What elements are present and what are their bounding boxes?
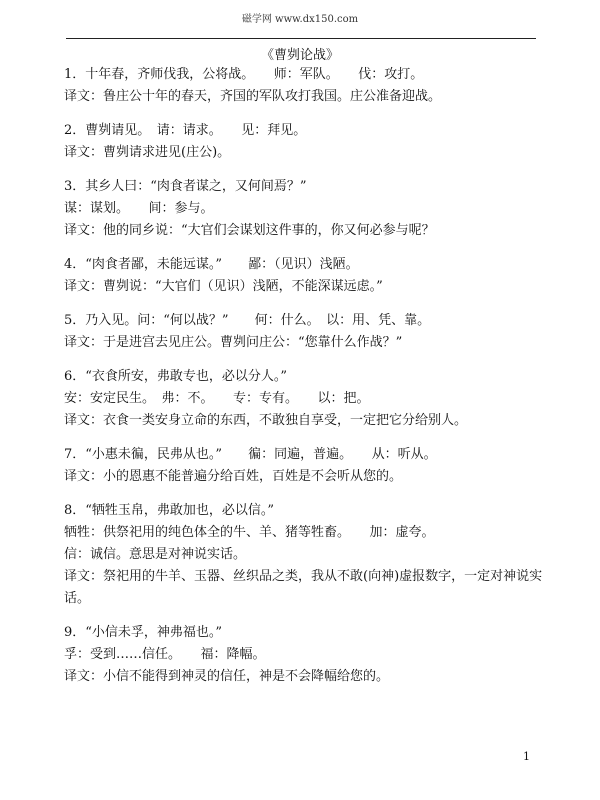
entry-sentence: 5．乃入见。问：“何以战？” 何：什么。 以：用、凭、靠。: [64, 313, 431, 328]
entry-translation: 译文：小的恩惠不能普遍分给百姓，百姓是不会听从您的。: [64, 469, 403, 484]
header-rule: [66, 38, 536, 39]
entry-translation: 译文：曹刿说：“大官们（见识）浅陋，不能深谋远虑。”: [64, 279, 383, 294]
document-title: 《曹刿论战》: [260, 48, 339, 63]
entry-1: [64, 64, 544, 108]
entry-7: [64, 444, 544, 488]
page-number: 1: [523, 750, 530, 763]
entry-glossary: 信：诚信。意思是对神说实话。: [64, 547, 247, 562]
entry-translation: 译文：他的同乡说：“大官们会谋划这件事的，你又何必参与呢？: [64, 223, 435, 238]
entry-translation: 译文：祭祀用的牛羊、玉器、丝织品之类，我从不敢(向神)虚报数字，一定对神说实话。: [64, 569, 543, 606]
site-header: 磁学网 www.dx150.com: [241, 14, 359, 25]
entry-4: [64, 254, 544, 298]
entry-translation: 译文：衣食一类安身立命的东西，不敢独自享受，一定把它分给别人。: [64, 413, 468, 428]
entry-translation: 译文：曹刿请求进见(庄公)。: [64, 145, 231, 160]
entry-translation: 译文：小信不能得到神灵的信任，神是不会降幅给您的。: [64, 669, 390, 684]
entry-sentence: 7．“小惠未徧，民弗从也。” 徧：同遍，普遍。 从：听从。: [64, 447, 437, 462]
entry-glossary: 谋：谋划。 间：参与。: [64, 201, 214, 216]
document-body: [64, 64, 544, 688]
entry-2: [64, 120, 544, 164]
entry-translation: 译文：鲁庄公十年的春天，齐国的军队攻打我国。庄公准备迎战。: [64, 89, 442, 104]
entry-glossary: 安：安定民生。 弗：不。 专：专有。 以：把。: [64, 391, 370, 406]
entry-3: [64, 176, 544, 242]
entry-sentence: 1．十年春，齐师伐我，公将战。 师：军队。 伐：攻打。: [64, 67, 424, 82]
entry-sentence: 4．“肉食者鄙，未能远谋。” 鄙：（见识）浅陋。: [64, 257, 359, 272]
entry-translation: 译文：于是进宫去见庄公。曹刿问庄公：“您靠什么作战？”: [64, 335, 403, 350]
entry-6: [64, 366, 544, 432]
entry-8: [64, 500, 544, 610]
entry-sentence: 6．“衣食所安，弗敢专也，必以分人。”: [64, 369, 288, 384]
entry-sentence: 3．其乡人曰：“肉食者谋之，又何间焉？”: [64, 179, 307, 194]
entry-glossary: 孚：受到……信任。 福：降幅。: [64, 647, 266, 662]
entry-9: [64, 622, 544, 688]
entry-glossary: 牺牲：供祭祀用的纯色体全的牛、羊、猪等牲畜。 加：虚夸。: [64, 525, 435, 540]
entry-sentence: 9．“小信未孚，神弗福也。”: [64, 625, 223, 640]
entry-sentence: 8．“牺牲玉帛，弗敢加也，必以信。”: [64, 503, 275, 518]
entry-5: [64, 310, 544, 354]
entry-sentence: 2．曹刿请见。 请：请求。 见：拜见。: [64, 123, 307, 138]
